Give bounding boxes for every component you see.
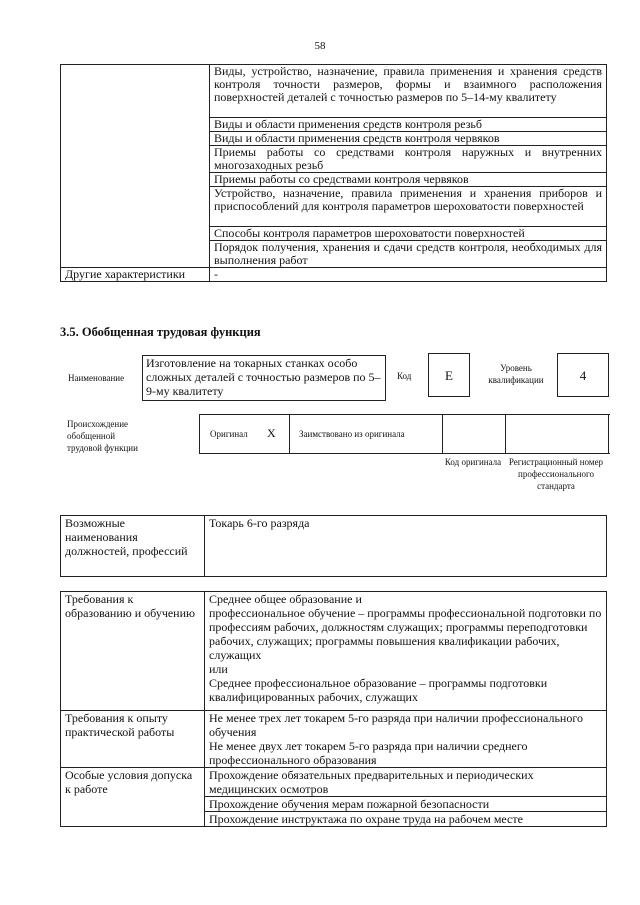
special-condition-item: Прохождение обучения мерам пожарной безопасности: [205, 797, 607, 812]
code-value: Е: [428, 353, 470, 397]
origin-divider-2: [442, 414, 443, 454]
experience-value: Не менее трех лет токарем 5-го разряда при наличии профессионального обучения Не менее двух лет токарем 5-го разряда при наличии среднего профессионального образования: [205, 711, 607, 768]
knowledge-item: Виды, устройство, назначение, правила применения и хранения средств контроля точности размеров, формы и взаимного расположения поверхностей деталей с точностью размеров по 5–14-му квалитету: [210, 65, 607, 118]
knowledge-item: Виды и области применения средств контроля резьб: [210, 118, 607, 132]
knowledge-table: [60, 64, 607, 282]
page-number: 58: [314, 40, 326, 52]
qualification-level-label: Уровень квалификации: [488, 363, 544, 385]
section-title: 3.5. Обобщенная трудовая функция: [60, 325, 261, 339]
borrowed-label: Заимствовано из оригинала: [299, 429, 405, 439]
positions-label: Возможные наименования должностей, профессий: [61, 516, 205, 577]
origin-top-border: [200, 414, 610, 415]
positions-value: Токарь 6-го разряда: [205, 516, 607, 577]
registration-number-label: Регистрационный номер профессионального стандарта: [508, 457, 604, 491]
education-label: Требования к образованию и обучению: [61, 592, 205, 711]
other-characteristics-value: -: [210, 268, 607, 282]
origin-divider-1: [289, 414, 290, 454]
special-conditions-label: Особые условия допуска к работе: [61, 768, 205, 827]
experience-label: Требования к опыту практической работы: [61, 711, 205, 768]
positions-table: [60, 515, 607, 577]
origin-bottom-border: [200, 453, 610, 454]
knowledge-item: Порядок получения, хранения и сдачи средств контроля, необходимых для выполнения работ: [210, 241, 607, 268]
knowledge-item: Виды и области применения средств контроля червяков: [210, 132, 607, 146]
special-condition-item: Прохождение обязательных предварительных и периодических медицинских осмотров: [205, 768, 607, 797]
special-condition-item: Прохождение инструктажа по охране труда на рабочем месте: [205, 812, 607, 827]
name-underline: [142, 400, 386, 401]
origin-divider-3: [505, 414, 506, 454]
knowledge-item: Способы контроля параметров шероховатости поверхностей: [210, 227, 607, 241]
requirements-table: [60, 591, 607, 827]
knowledge-item: Приемы работы со средствами контроля червяков: [210, 173, 607, 187]
code-original-label: Код оригинала: [444, 457, 502, 467]
code-label: Код: [397, 371, 412, 381]
origin-row: [199, 414, 609, 454]
knowledge-item: Устройство, назначение, правила применения и хранения приборов и приспособлений для контроля параметров шероховатости поверхностей: [210, 187, 607, 227]
name-value: Изготовление на токарных станках особо сложных деталей с точностью размеров по 5–9-му квалитету: [142, 355, 386, 401]
origin-label: Происхождение обобщенной трудовой функции: [67, 419, 138, 453]
qualification-level-value: 4: [557, 353, 609, 397]
other-characteristics-label: Другие характеристики: [61, 268, 210, 282]
education-value: Среднее общее образование и профессиональное обучение – программы профессиональной подготовки по профессиям рабочих, должностям служащих; программы переподготовки рабочих, служащих; программы повышения квалификации рабочих, служащих или Среднее профессиональное образование – программы подготовки квалифицированных рабочих, служащих: [205, 592, 607, 711]
original-label: Оригинал: [210, 429, 248, 439]
name-label: Наименование: [68, 373, 125, 383]
empty-left-cell: [61, 65, 210, 268]
original-mark: Х: [267, 426, 276, 440]
knowledge-item: Приемы работы со средствами контроля наружных и внутренних многозаходных резьб: [210, 146, 607, 173]
